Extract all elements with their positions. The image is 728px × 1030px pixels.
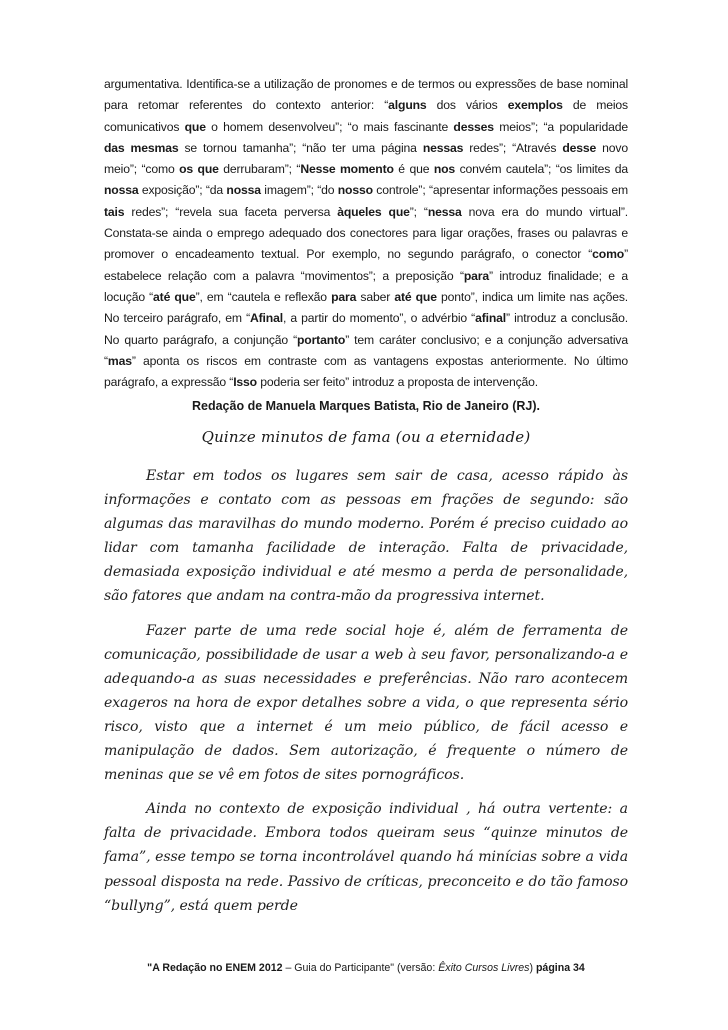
essay-paragraph-3: Ainda no contexto de exposição individual , há outra vertente: a falta de privacidade. Embora todos queiram seus “quinze minutos de fama”, esse tempo se torna incontrolável quando há minícias sobre a vida pessoal disposta na rede. Passivo de críticas, preconceito e do tão famoso “bullyng”, está quem perde (104, 801, 628, 914)
essay-paragraph-2: Fazer parte de uma rede social hoje é, além de ferramenta de comunicação, possibilidade de usar a web à seu favor, personalizando-a e adequando-a as suas necessidades e preferências. Não raro acontecem exageros na hora de expor detalhes sobre a vida, o que representa sério risco, visto que a internet é um meio público, de fácil acesso e manipulação de dados. Sem autorização, é frequente o número de meninas que se vê em fotos de sites pornográficos. (104, 622, 628, 784)
author-credit: Redação de Manuela Marques Batista, Rio de Janeiro (RJ). (191, 399, 540, 413)
commentary-paragraph: argumentativa. Identifica-se a utilização de pronomes e de termos ou expressões de base nominal para retomar referentes do contexto anterior: “alguns dos vários exemplos de meios comunicativos que o homem desenvolveu”; “o mais fascinante desses meios”; “a popularidade das mesmas se tornou tamanha”; “não ter uma página nessas redes”; “Através desse novo meio”; “como os que derrubaram”; “Nesse momento é que nos convém cautela”; “os limites da nossa exposição”; “da nossa imagem”; “do nosso controle”; “apresentar informações pessoais em tais redes”; “revela sua faceta perversa àqueles que”; “nessa nova era do mundo virtual”. Constata-se ainda o emprego adequado dos conectores para ligar orações, frases ou palavras e promover o encadeamento textual. Por exemplo, no segundo parágrafo, o conector “como” estabelece relação com a palavra “movimentos”; a preposição “para” introduz finalidade; e a locução “até que”, em “cautela e reflexão para saber até que ponto”, indica um limite nas ações. No terceiro parágrafo, em “Afinal, a partir do momento”, o advérbio “afinal” introduz a conclusão. No quarto parágrafo, a conjunção “portanto” tem caráter conclusivo; e a conjunção adversativa “mas” aponta os riscos em contraste com as vantagens expostas anteriormente. No último parágrafo, a expressão “Isso poderia ser feito” introduz a proposta de intervenção. (104, 77, 629, 390)
essay-title: Quinze minutos de fama (ou a eternidade) (201, 428, 531, 446)
essay-body (104, 464, 628, 928)
essay-paragraph-1: Estar em todos os lugares sem sair de casa, acesso rápido às informações e contato com as pessoas em frações de segundo: são algumas das maravilhas do mundo moderno. Porém é preciso cuidado ao lidar com tamanha facilidade de interação. Falta de privacidade, demasiada exposição individual e até mesmo a perda de personalidade, são fatores que andam na contra-mão da progressiva internet. (104, 468, 628, 605)
page-number: página 34 (535, 962, 585, 974)
page-footer: "A Redação no ENEM 2012 – Guia do Participante" (versão: Êxito Cursos Livres) página 34 (147, 962, 585, 974)
